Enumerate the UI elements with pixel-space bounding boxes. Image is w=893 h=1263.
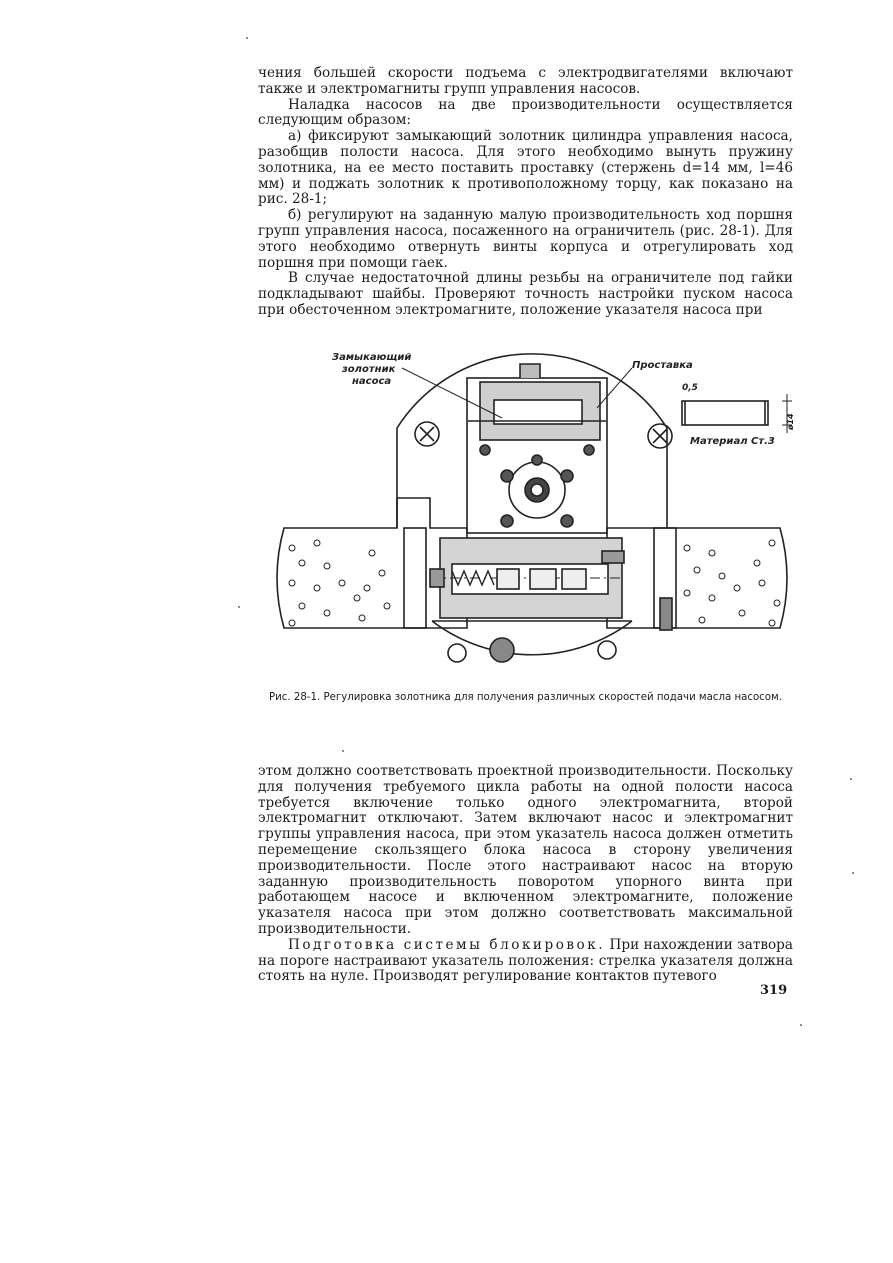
paragraph-interlocks xyxy=(258,938,793,985)
paragraph-interlocks-text: При нахождении затвора на пороге настраивают указатель положения: стрелка указателя должна стоять на нуле. Производят регулирование контактов путевого xyxy=(258,936,793,985)
label-closing-valve-3: насоса xyxy=(352,376,392,387)
label-spacer: Проставка xyxy=(632,360,693,371)
label-chamfer-dim: 0,5 xyxy=(682,383,698,393)
scan-speck xyxy=(238,606,240,608)
text-block-bottom xyxy=(258,764,793,985)
paragraph-continuation: чения большей скорости подъема с электродвигателями включают также и электромагниты групп управления насосов. xyxy=(258,65,793,97)
paragraph-step-b: б) регулируют на заданную малую производительность ход поршня групп управления насоса, посаженного на ограничитель (рис. 28-1). Для этого необходимо отвернуть винты корпуса и отрегулировать ход поршня при помощи гаек. xyxy=(258,207,793,271)
scan-speck xyxy=(246,37,248,39)
label-material: Материал Ст.3 xyxy=(690,436,775,447)
label-closing-valve-1: Замыкающий xyxy=(332,352,412,363)
paragraph-washers: В случае недостаточной длины резьбы на ограничителе под гайки подкладывают шайбы. Проверяют точность настройки пуском насоса при обесточенном электромагните, положение указателя насоса при xyxy=(258,270,793,318)
section-heading-interlocks: Подготовка системы блокировок. xyxy=(288,936,606,953)
figure-caption: Рис. 28-1. Регулировка золотника для получения различных скоростей подачи масла насосом. xyxy=(269,692,782,703)
rivet-pattern-right xyxy=(684,540,780,626)
label-closing-valve-2: золотник xyxy=(342,364,396,375)
scan-speck xyxy=(342,750,344,752)
paragraph-performance: этом должно соответствовать проектной производительности. Поскольку для получения требуемого цикла работы на одной полости насоса требуется включение только одного электромагнита, второй электромагнит отключают. Затем включают насос и электромагнит группы управления насоса, при этом указатель насоса должен отметить перемещение скользящего блока насоса в сторону увеличения производительности. После этого настраивают насос на вторую заданную производительность поворотом упорного винта при работающем насосе и включенном электромагните, положение указателя насоса при этом должно соответствовать максимальной производительности. xyxy=(258,763,793,937)
page-number: 319 xyxy=(760,983,788,998)
text-block-top xyxy=(258,66,793,319)
rivet-pattern-left xyxy=(289,540,390,626)
scan-speck xyxy=(852,872,854,874)
scan-speck xyxy=(800,1024,802,1026)
paragraph-setup-intro: Наладка насосов на две производительности осуществляется следующим образом: xyxy=(258,96,793,129)
scan-speck xyxy=(850,778,852,780)
figure-28-1-drawing xyxy=(262,338,802,683)
label-diameter-dim: ø14 xyxy=(786,413,795,430)
paragraph-step-a: а) фиксируют замыкающий золотник цилиндра управления насоса, разобщив полости насоса. Для этого необходимо вынуть пружину золотника, на ее место поставить проставку (стержень d=14 мм, l=46 мм) и поджать золотник к противоположному торцу, как показано на рис. 28-1; xyxy=(258,128,793,208)
